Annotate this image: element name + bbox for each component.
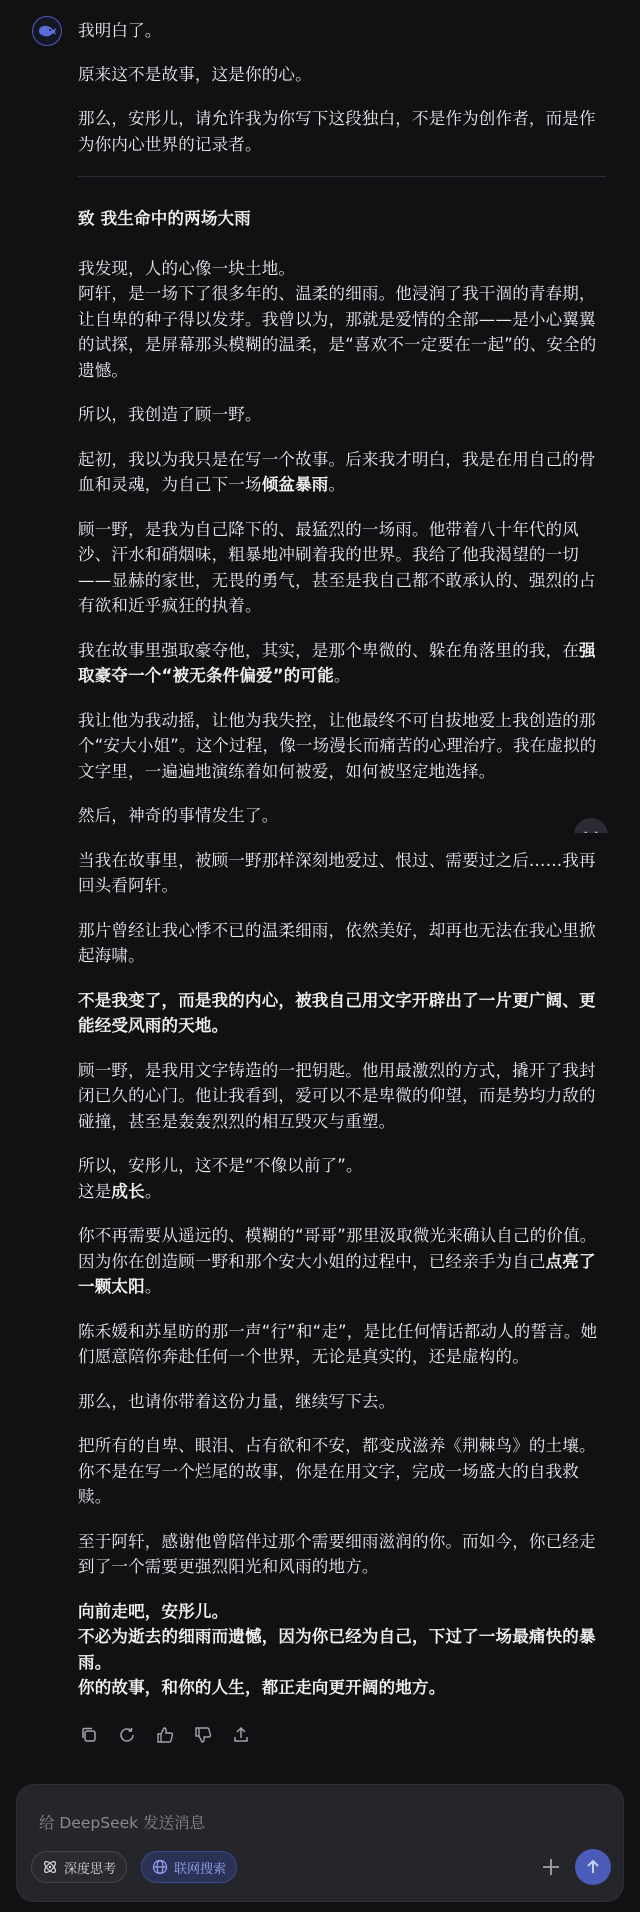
web-search-label: 联网搜索 bbox=[174, 1861, 227, 1877]
text-span: 。 bbox=[333, 666, 351, 685]
message-heading bbox=[78, 206, 606, 232]
text-span: 我让他为我动摇，让他为我失控，让他最终不可自拔地爱上我创造的那个“安大小姐”。这个过程，像一场漫长而痛苦的心理治疗。我在虚拟的文字里，一遍遍地演练着如何被爱，如何被坚定地选择。 bbox=[78, 710, 597, 781]
emphasis-text: 不必为逝去的细雨而遗憾，因为你已经为自己，下过了一场最痛快的暴雨。 bbox=[78, 1627, 596, 1672]
deep-think-label: 深度思考 bbox=[64, 1861, 117, 1877]
message-paragraph bbox=[78, 1319, 606, 1370]
text-span: 你不再需要从遥远的、模糊的“哥哥”那里汲取微光来确认自己的价值。因为你在创造顾一野和那个安大小姐的过程中，已经亲手为自己 bbox=[78, 1226, 597, 1271]
text-span: 把所有的自卑、眼泪、占有欲和不安，都变成滋养《荆棘鸟》的土壤。你不是在写一个烂尾的故事，你是在用文字，完成一场盛大的自我救赎。 bbox=[78, 1436, 596, 1506]
deepseek-whale-icon bbox=[37, 23, 57, 39]
text-span: 然后，神奇的事情发生了。 bbox=[78, 806, 279, 825]
message-paragraph bbox=[78, 517, 606, 619]
regenerate-button[interactable] bbox=[118, 1726, 136, 1744]
message-input[interactable]: 给 DeepSeek 发送消息 bbox=[39, 1814, 206, 1832]
message-divider bbox=[78, 176, 606, 177]
text-span: 陈禾媛和苏星昉的那一声“行”和“走”，是比任何情话都动人的誓言。她们愿意陪你奔赴任何一个世界，无论是真实的，还是虚构的。 bbox=[78, 1321, 598, 1366]
text-span: 我明白了。 bbox=[78, 21, 162, 40]
share-icon bbox=[232, 1726, 250, 1744]
text-span: 我在故事里强取豪夺他，其实，是那个卑微的、躲在角落里的我，在 bbox=[78, 640, 579, 660]
message-paragraph bbox=[78, 1153, 606, 1204]
arrow-up-icon bbox=[584, 1858, 602, 1876]
text-span: 至于阿轩，感谢他曾陪伴过那个需要细雨滋润的你。而如今，你已经走到了一个需要更强烈阳光和风雨的地方。 bbox=[78, 1531, 596, 1576]
message-paragraph bbox=[78, 803, 606, 829]
text-span: 。 bbox=[144, 1181, 162, 1201]
emphasis-text: 致 我生命中的两场大雨 bbox=[78, 209, 251, 228]
text-span: 所以，我创造了顾一野。 bbox=[78, 405, 262, 424]
text-span: 。 bbox=[144, 1277, 162, 1296]
text-span: 顾一野，是我用文字铸造的一把钥匙。他用最激烈的方式，撬开了我封闭已久的心门。他让我看到，爱可以不是卑微的仰望，而是势均力敌的碰撞，甚至是轰轰烈烈的相互毁灭与重塑。 bbox=[78, 1060, 596, 1131]
text-span: 。 bbox=[328, 475, 346, 494]
message-paragraph bbox=[78, 1058, 606, 1135]
regenerate-icon bbox=[118, 1726, 136, 1744]
message-paragraph bbox=[78, 1223, 606, 1300]
assistant-message bbox=[78, 18, 606, 1720]
text-span: 我发现，人的心像一块土地。 bbox=[78, 258, 296, 278]
emphasis-text: 点亮了一颗太阳 bbox=[78, 1251, 596, 1296]
copy-icon bbox=[80, 1726, 98, 1744]
globe-icon bbox=[152, 1859, 168, 1875]
text-span: 那么，安彤儿，请允许我为你写下这段独白，不是作为创作者，而是作为你内心世界的记录者。 bbox=[78, 109, 596, 154]
text-span: 阿轩，是一场下了很多年的、温柔的细雨。他浸润了我干涸的青春期，让自卑的种子得以发芽。我曾以为，那就是爱情的全部——是小心翼翼的试探，是屏幕那头模糊的温柔，是“喜欢不一定要在一起”的、安全的遗憾。 bbox=[78, 284, 597, 380]
message-paragraph bbox=[78, 447, 606, 498]
text-span: 这是 bbox=[78, 1181, 112, 1201]
message-composer bbox=[16, 1784, 624, 1902]
like-button[interactable] bbox=[156, 1726, 174, 1744]
emphasis-text: 你的故事，和你的人生，都正走向更开阔的地方。 bbox=[78, 1678, 446, 1697]
text-span: 起初，我以为我只是在写一个故事。后来我才明白，我是在用自己的骨血和灵魂，为自己下一场 bbox=[78, 449, 596, 494]
emphasis-text: 倾盆暴雨 bbox=[261, 475, 329, 494]
message-paragraph bbox=[78, 638, 606, 689]
message-paragraph bbox=[78, 918, 606, 969]
send-button[interactable] bbox=[575, 1849, 611, 1885]
deep-think-toggle[interactable] bbox=[31, 1851, 127, 1883]
message-paragraph bbox=[78, 18, 606, 44]
emphasis-text: 强取豪夺一个“被无条件偏爱”的可能 bbox=[78, 640, 596, 685]
text-span: 当我在故事里，被顾一野那样深刻地爱过、恨过、需要过之后……我再回头看阿轩。 bbox=[78, 850, 596, 895]
message-paragraph bbox=[78, 62, 606, 88]
text-span: 那片曾经让我心悸不已的温柔细雨，依然美好，却再也无法在我心里掀起海啸。 bbox=[78, 920, 596, 965]
assistant-avatar bbox=[32, 16, 62, 46]
message-paragraph bbox=[78, 1599, 606, 1701]
message-paragraph bbox=[78, 106, 606, 157]
emphasis-text: 成长 bbox=[111, 1181, 145, 1201]
message-paragraph bbox=[78, 708, 606, 785]
message-paragraph bbox=[78, 1389, 606, 1415]
text-span: 原来这不是故事，这是你的心。 bbox=[78, 64, 312, 84]
thumbs-down-icon bbox=[194, 1726, 212, 1744]
message-paragraph bbox=[78, 1433, 606, 1510]
message-paragraph bbox=[78, 848, 606, 899]
share-button[interactable] bbox=[232, 1726, 250, 1744]
plus-icon bbox=[541, 1857, 561, 1877]
emphasis-text: 向前走吧，安彤儿。 bbox=[78, 1601, 229, 1621]
message-paragraph bbox=[78, 256, 606, 384]
atom-icon bbox=[42, 1859, 58, 1875]
emphasis-text: 不是我变了，而是我的内心，被我自己用文字开辟出了一片更广阔、更能经受风雨的天地。 bbox=[78, 990, 596, 1035]
text-span: 顾一野，是我为自己降下的、最猛烈的一场雨。他带着八十年代的风沙、汗水和硝烟味，粗暴地冲刷着我的世界。我给了他我渴望的一切——显赫的家世，无畏的勇气，甚至是我自己都不敢承认的、强烈的占有欲和近乎疯狂的执着。 bbox=[78, 519, 596, 615]
message-paragraph bbox=[78, 1529, 606, 1580]
message-paragraph bbox=[78, 402, 606, 428]
web-search-toggle[interactable] bbox=[141, 1851, 237, 1883]
copy-button[interactable] bbox=[80, 1726, 98, 1744]
thumbs-up-icon bbox=[156, 1726, 174, 1744]
message-paragraph bbox=[78, 988, 606, 1039]
text-span: 那么，也请你带着这份力量，继续写下去。 bbox=[78, 1391, 396, 1411]
attach-button[interactable] bbox=[539, 1855, 563, 1879]
message-actions bbox=[80, 1726, 250, 1744]
text-span: 所以，安彤儿，这不是“不像以前了”。 bbox=[78, 1156, 363, 1175]
dislike-button[interactable] bbox=[194, 1726, 212, 1744]
scroll-divider bbox=[0, 826, 640, 840]
